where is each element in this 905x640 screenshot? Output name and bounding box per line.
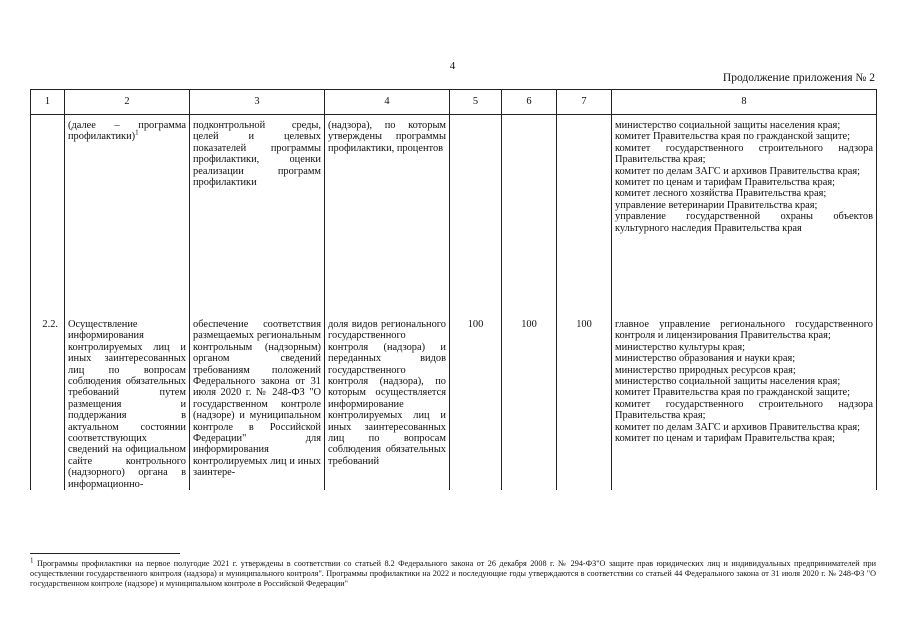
event-name-cell: Осуществление информирования контролируемых лиц и иных заинтересованных лиц по вопросам соблюдения обязательных требований путем размещения и поддержания в актуальном состоянии соответствующих сведений на официальном сайте контрольного (надзорного) органа в информационно- (65, 317, 190, 490)
value-cell-5: 100 (450, 317, 502, 490)
row-number: 2.2. (31, 317, 65, 490)
footnote-marker: 1 (30, 556, 34, 565)
header-col-1: 1 (31, 90, 65, 115)
expected-result-cell: подконтрольной среды, целей и целевых показателей программы профилактики, оценки реализации программ профилактики (190, 115, 325, 318)
value-cell-6 (502, 115, 557, 318)
header-col-8: 8 (612, 90, 877, 115)
page-number: 4 (449, 60, 456, 72)
event-name-cell (65, 115, 190, 318)
header-col-4: 4 (325, 90, 450, 115)
footnote-divider (30, 553, 180, 554)
header-col-3: 3 (190, 90, 325, 115)
value-cell-7 (557, 115, 612, 318)
value-cell-5 (450, 115, 502, 318)
header-col-2: 2 (65, 90, 190, 115)
footnote (30, 556, 876, 590)
value-cell-6: 100 (502, 317, 557, 490)
footnote-ref: 1 (135, 128, 139, 137)
responsible-bodies-cell: министерство социальной защиты населения края; комитет Правительства края по гражданской защите; комитет государственного строительного надзора Правительства края; комитет по делам ЗАГС и архивов Правительства края; комитет по ценам и тарифам Правительства края; комитет лесного хозяйства Правительства края; управление ветеринарии Правительства края; управление государственной охраны объектов культурного наследия Правительства края (612, 115, 877, 318)
header-col-6: 6 (502, 90, 557, 115)
table-header-row (31, 90, 877, 115)
indicator-cell: (надзора), по которым утверждены программы профилактики, процентов (325, 115, 450, 318)
header-col-5: 5 (450, 90, 502, 115)
header-col-7: 7 (557, 90, 612, 115)
table-row (31, 115, 877, 318)
event-name-text: (далее – программа профилактики) (68, 120, 186, 143)
responsible-bodies-cell: главное управление регионального государственного контроля и лицензирования Правительства края; министерство культуры края; министерство образования и науки края; министерство природных ресурсов края; министерство социальной защиты населения края; комитет Правительства края по гражданской защите; комитет государственного строительного надзора Правительства края; комитет по делам ЗАГС и архивов Правительства края; комитет по ценам и тарифам Правительства края; (612, 317, 877, 490)
appendix-table (30, 89, 877, 490)
indicator-cell: доля видов регионального государственного контроля (надзора) и переданных видов государственного контроля (надзора), по которым осуществляется информирование контролируемых лиц и иных заинтересованных лиц по вопросам соблюдения обязательных требований (325, 317, 450, 490)
row-number (31, 115, 65, 318)
expected-result-cell: обеспечение соответствия размещаемых региональным контрольным (надзорным) органом сведений требованиям положений Федерального закона от 31 июля 2020 г. № 248-ФЗ "О государственном контроле (надзоре) и муниципальном контроле в Российской Федерации" для информирования контролируемых лиц и иных заинтере- (190, 317, 325, 490)
appendix-continuation-label: Продолжение приложения № 2 (722, 72, 875, 84)
footnote-text: Программы профилактики на первое полугодие 2021 г. утверждены в соответствии со статьей 8.2 Федерального закона от 26 декабря 2008 г. № 294-ФЗ"О защите прав юридических лиц и индивидуальных предпринимателей при осуществлении государственного контроля (надзора) и муниципального контроля". Программы профилактики на 2022 и последующие годы утверждаются в соответствии со статьей 44 Федерального закона от 31 июля 2020 г. № 248-ФЗ "О государственном контроле (надзоре) и муниципальном контроле в Российской Федерации" (30, 559, 876, 589)
table-row (31, 317, 877, 490)
value-cell-7: 100 (557, 317, 612, 490)
